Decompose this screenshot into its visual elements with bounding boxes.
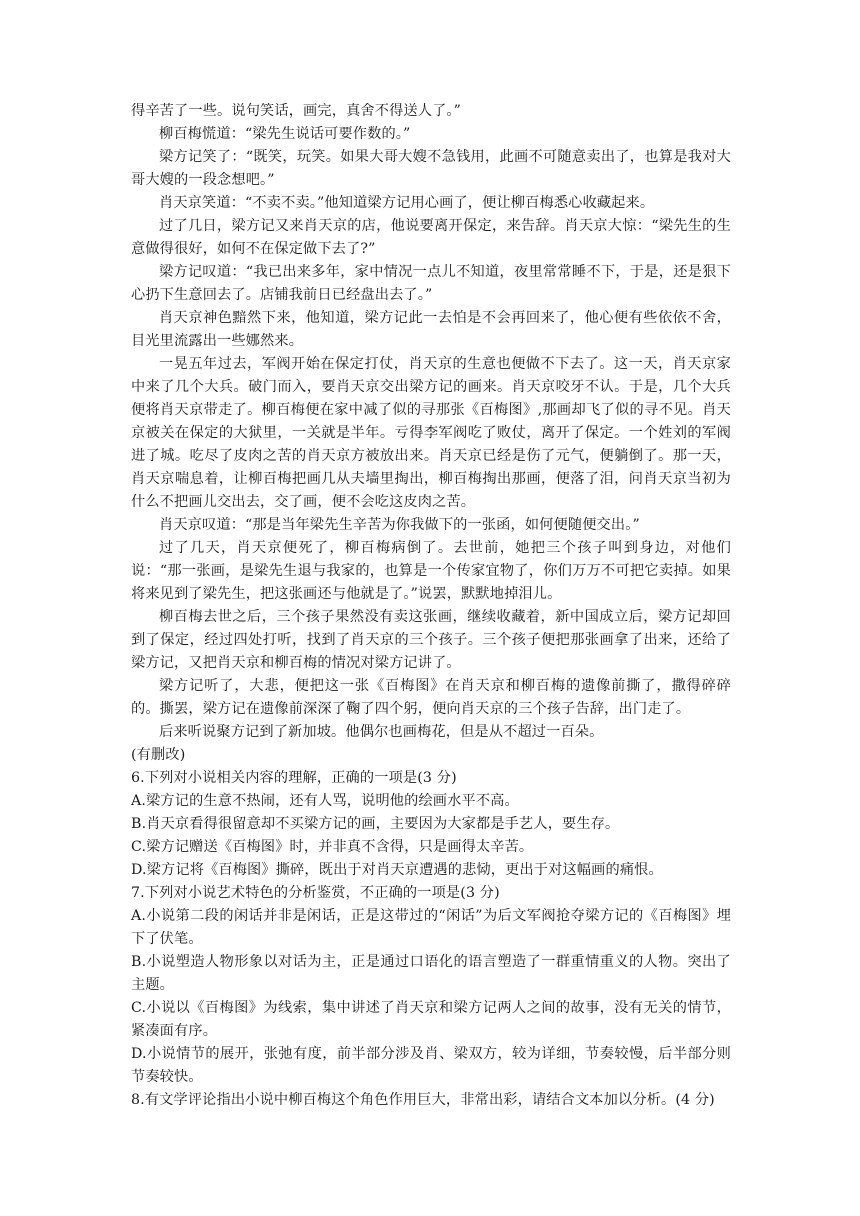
question-6-option-d: D.梁方记将《百梅图》撕碎，既出于对肖天京遭遇的悲恸，更出于对这幅画的痛恨。 (131, 862, 663, 878)
document-page (131, 100, 731, 1112)
story-paragraph: 过了几天，肖天京便死了，柳百梅病倒了。去世前，她把三个孩子叫到身边，对他们说：“那一张画，是梁先生退与我家的，也算是一个传家宜物了，你们万万不可把它卖掉。如果将来见到了梁先生，把这张画还与他就是了。”说罢，默默地掉泪儿。 (131, 540, 731, 602)
question-7-option-b: B.小说塑造人物形象以对话为主，正是通过口语化的语言塑造了一群重情重义的人物。突出了主题。 (131, 954, 731, 993)
story-paragraph: 肖天京笑道：“不卖不卖。”他知道梁方记用心画了，便让柳百梅悉心收藏起来。 (159, 195, 655, 211)
story-paragraph: 梁方记听了，大悲，便把这一张《百梅图》在肖天京和柳百梅的遗像前撕了，撒得碎碎的。撕罢，梁方记在遗像前深深了鞠了四个躬，便向肖天京的三个孩子告辞，出门走了。 (131, 678, 731, 717)
story-paragraph: 梁方记叹道：“我已出来多年，家中情况一点儿不知道，夜里常常睡不下，于是，还是狠下心扔下生意回去了。店铺我前日已经盘出去了。” (131, 264, 731, 303)
story-paragraph: 柳百梅去世之后，三个孩子果然没有卖这张画，继续收藏着，新中国成立后，梁方记却回到了保定，经过四处打听，找到了肖天京的三个孩子。三个孩子便把那张画拿了出来，还给了梁方记，又把肖天京和柳百梅的情况对梁方记讲了。 (131, 609, 731, 671)
source-note: (有删改) (131, 747, 186, 763)
question-6-option-a: A.梁方记的生意不热闹，还有人骂，说明他的绘画水平不高。 (131, 793, 519, 809)
story-paragraph: 得辛苦了一些。说句笑话，画完，真舍不得送人了。” (131, 103, 462, 119)
story-paragraph: 柳百梅慌道：“梁先生说话可要作数的。” (159, 126, 411, 142)
question-6-option-c: C.梁方记赠送《百梅图》时，并非真不含得，只是画得太辛苦。 (131, 839, 534, 855)
question-6-stem: 6.下列对小说相关内容的理解，正确的一项是(3 分) (131, 770, 457, 786)
story-paragraph: 后来听说聚方记到了新加坡。他偶尔也画梅花，但是从不超过一百朵。 (159, 724, 604, 740)
question-7-stem: 7.下列对小说艺术特色的分析鉴赏，不正确的一项是(3 分) (131, 885, 500, 901)
story-paragraph: 梁方记笑了：“既笑，玩笑。如果大哥大嫂不急钱用，此画不可随意卖出了，也算是我对大哥大嫂的一段念想吧。” (131, 149, 731, 188)
story-paragraph: 肖天京神色黯然下来，他知道，梁方记此一去怕是不会再回来了，他心便有些依依不舍，目光里流露出一些娜然来。 (131, 310, 731, 349)
story-paragraph: 肖天京叹道：“那是当年梁先生辛苦为你我做下的一张函，如何便随便交出。” (159, 517, 640, 533)
question-7-option-c: C.小说以《百梅图》为线索，集中讲述了肖天京和梁方记两人之间的故事，没有无关的情节，紧凑面有序。 (131, 1000, 731, 1039)
question-7-option-a: A.小说第二段的闲话并非是闲话，正是这带过的“闲话”为后文军阀抢夺梁方记的《百梅图》埋下了伏笔。 (131, 908, 731, 947)
story-paragraph: 过了几日，梁方记又来肖天京的店，他说要离开保定，来告辞。肖天京大惊：“梁先生的生意做得很好，如何不在保定做下去了?” (131, 218, 731, 257)
question-6-option-b: B.肖天京看得很留意却不买梁方记的画，主要因为大家都是手艺人，要生存。 (131, 816, 620, 832)
story-paragraph: 一晃五年过去，军阀开始在保定打仗，肖天京的生意也便做不下去了。这一天，肖天京家中来了几个大兵。破门而入，要肖天京交出梁方记的画来。肖天京咬牙不认。于是，几个大兵便将肖天京带走了。柳百梅便在家中减了似的寻那张《百梅图》,那画却飞了似的寻不见。肖天京被关在保定的大狱里，一关就是半年。亏得李军阀吃了败仗，离开了保定。一个姓刘的军阀进了城。吃尽了皮肉之苦的肖天京方被放出来。肖天京已经是伤了元气，便躺倒了。那一天，肖天京喘息着，让柳百梅把画几从夫墙里掏出，柳百梅掏出那画，便落了泪，问肖天京当初为什么不把画儿交出去，交了画，便不会吃这皮肉之苦。 (131, 356, 731, 510)
question-8-stem: 8.有文学评论指出小说中柳百梅这个角色作用巨大，非常出彩，请结合文本加以分析。(4 分) (131, 1092, 715, 1108)
question-7-option-d: D.小说情节的展开，张弛有度，前半部分涉及肖、梁双方，较为详细，节奏较慢，后半部分则节奏较快。 (131, 1046, 731, 1085)
